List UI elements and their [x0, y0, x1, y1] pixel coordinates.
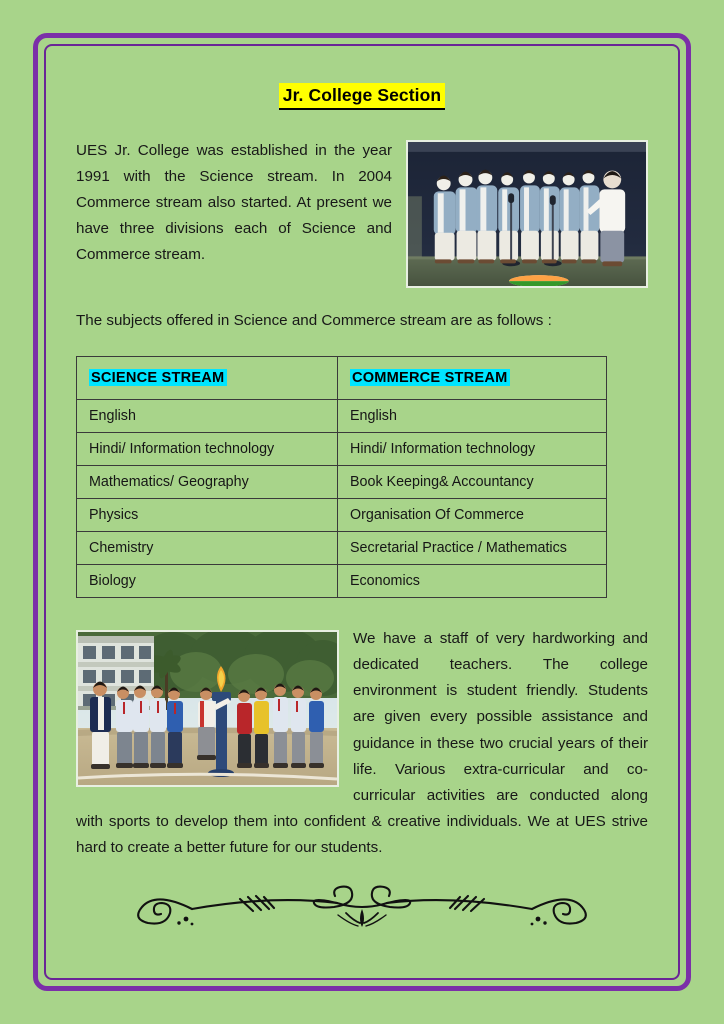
intro-paragraph-1: UES Jr. College was established in the year 1991 with the Science stream. In 2004 Commerce stream also started. At present we have three divisions each of Science and Commerce stream.	[76, 141, 392, 264]
table-row	[77, 532, 607, 565]
ornament-container	[76, 881, 648, 933]
table-header-commerce	[338, 357, 607, 400]
intro-block	[76, 138, 648, 294]
table-cell-commerce: Economics	[338, 565, 607, 598]
table-cell-science: Biology	[77, 565, 338, 598]
table-cell-commerce: Secretarial Practice / Mathematics	[338, 532, 607, 565]
sports-photo-image	[78, 632, 337, 785]
page-title-container	[76, 83, 648, 110]
table-cell-science: Chemistry	[77, 532, 338, 565]
closing-block	[76, 626, 648, 861]
flourish-divider-icon	[122, 881, 602, 933]
table-row	[77, 565, 607, 598]
table-cell-science: Hindi/ Information technology	[77, 433, 338, 466]
table-cell-commerce: Organisation Of Commerce	[338, 499, 607, 532]
table-row	[77, 400, 607, 433]
table-row	[77, 466, 607, 499]
table-cell-commerce: English	[338, 400, 607, 433]
choir-photo	[406, 140, 648, 288]
table-header-science	[77, 357, 338, 400]
table-row	[77, 499, 607, 532]
table-cell-commerce: Hindi/ Information technology	[338, 433, 607, 466]
closing-paragraph: We have a staff of very hardworking and dedicated teachers. The college environment is student friendly. Students are given every possible assistance and guidance in these two crucial years of their life. Various extra-curricular and co-curricular activities are conducted along with sports to develop them into confident & creative individuals. We at UES strive hard to create a better future for our students.	[76, 630, 648, 857]
subjects-table	[76, 356, 607, 598]
table-cell-science: Physics	[77, 499, 338, 532]
table-header-commerce-label: COMMERCE STREAM	[350, 369, 510, 386]
table-row	[77, 433, 607, 466]
intro-paragraph-2: The subjects offered in Science and Commerce stream are as follows :	[76, 311, 552, 329]
choir-photo-image	[408, 142, 646, 286]
table-header-science-label: SCIENCE STREAM	[89, 369, 227, 386]
table-cell-commerce: Book Keeping& Accountancy	[338, 466, 607, 499]
page-title: Jr. College Section	[279, 83, 445, 110]
sports-photo	[76, 630, 339, 787]
table-cell-science: Mathematics/ Geography	[77, 466, 338, 499]
page-content	[76, 76, 648, 948]
table-header-row	[77, 357, 607, 400]
table-cell-science: English	[77, 400, 338, 433]
